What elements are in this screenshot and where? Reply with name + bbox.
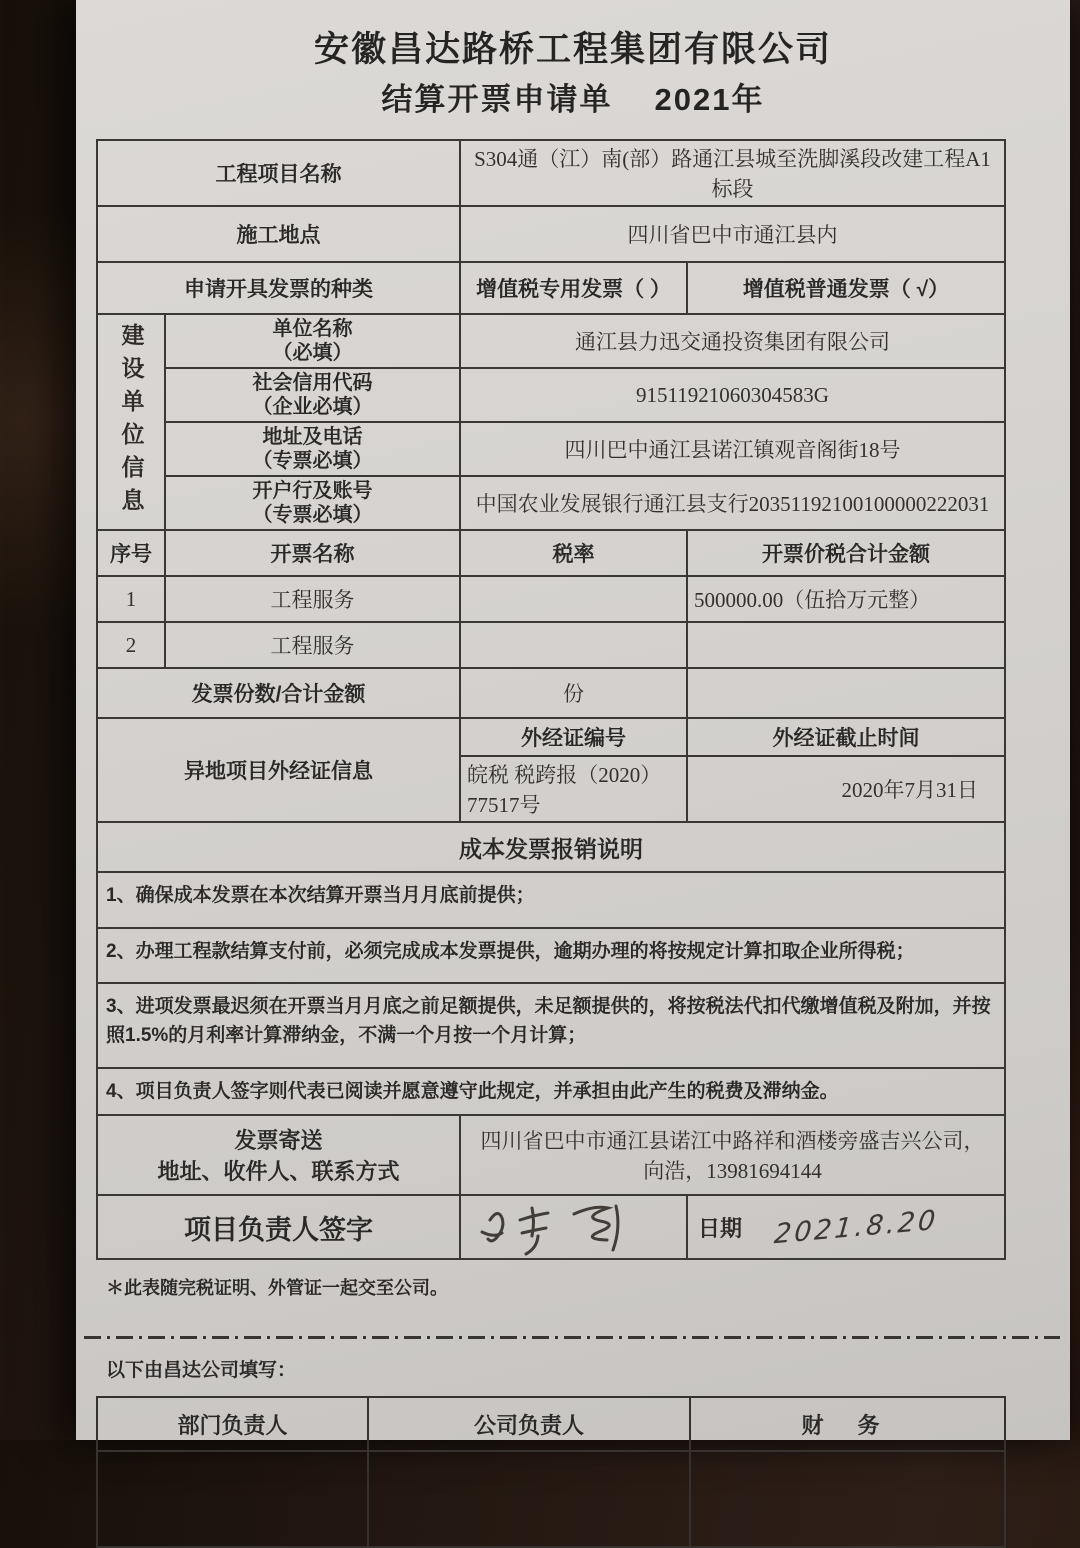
table-row <box>97 1451 1005 1547</box>
form-title-line <box>76 79 1070 121</box>
approval-header-dept: 部门负责人 <box>97 1397 368 1451</box>
dash-separator <box>84 1336 1060 1339</box>
form-header <box>76 0 1070 121</box>
main-form-table <box>96 139 1006 1260</box>
invoice-type-special: 增值税专用发票（ ） <box>460 262 687 314</box>
owner-code-value: 91511921060304583G <box>460 368 1005 422</box>
invoice-type-general: 增值税普通发票（ √） <box>687 262 1005 314</box>
signature-cell <box>460 1195 687 1259</box>
invoice-type-label: 申请开具发票的种类 <box>97 262 460 314</box>
cost-note-2: 2、办理工程款结算支付前，必须完成成本发票提供，逾期办理的将按规定计算扣取企业所得税； <box>97 928 1005 983</box>
date-handwriting: 2021.8.20 <box>773 1204 940 1251</box>
signature-handwriting <box>474 1198 674 1256</box>
cert-end-value: 2020年7月31日 <box>687 756 1005 822</box>
owner-address-label: 地址及电话 （专票必填） <box>165 422 460 476</box>
owner-group-cell <box>97 314 165 530</box>
approval-dept-cell <box>97 1451 368 1547</box>
approval-table <box>96 1396 1006 1548</box>
cost-notes-title: 成本发票报销说明 <box>97 822 1005 872</box>
form-year: 2021年 <box>654 82 765 118</box>
location-label: 施工地点 <box>97 206 460 262</box>
col-header-no: 序号 <box>97 530 165 576</box>
cost-note-1: 1、确保成本发票在本次结算开票当月月底前提供； <box>97 872 1005 927</box>
cert-end-label: 外经证截止时间 <box>687 718 1005 756</box>
owner-code-label: 社会信用代码 （企业必填） <box>165 368 460 422</box>
item-1-rate <box>460 576 687 622</box>
table-row <box>97 622 1005 668</box>
approval-header-company: 公司负责人 <box>368 1397 690 1451</box>
item-2-name: 工程服务 <box>165 622 460 668</box>
owner-name-value: 通江县力迅交通投资集团有限公司 <box>460 314 1005 368</box>
cert-no-label: 外经证编号 <box>460 718 687 756</box>
item-1-name: 工程服务 <box>165 576 460 622</box>
cost-note-4: 4、项目负责人签字则代表已阅读并愿意遵守此规定，并承担由此产生的税费及滞纳金。 <box>97 1068 1005 1115</box>
location-value: 四川省巴中市通江县内 <box>460 206 1005 262</box>
signature-label: 项目负责人签字 <box>97 1195 460 1259</box>
project-name-value: S304通（江）南(部）路通江县城至洗脚溪段改建工程A1标段 <box>460 140 1005 206</box>
item-2-amount <box>687 622 1005 668</box>
form-title: 结算开票申请单 <box>381 82 613 118</box>
item-1-amount: 500000.00（伍拾万元整） <box>687 576 1005 622</box>
approval-header-finance: 财 务 <box>690 1397 1005 1451</box>
external-cert-label: 异地项目外经证信息 <box>97 718 460 822</box>
date-label: 日期 <box>698 1215 743 1241</box>
owner-bank-label: 开户行及账号 （专票必填） <box>165 476 460 530</box>
item-2-rate <box>460 622 687 668</box>
owner-bank-value: 中国农业发展银行通江县支行20351192100100000222031 <box>460 476 1005 530</box>
col-header-rate: 税率 <box>460 530 687 576</box>
count-unit: 份 <box>460 668 687 718</box>
item-2-no: 2 <box>97 622 165 668</box>
company-section-intro: 以下由昌达公司填写： <box>106 1360 297 1382</box>
owner-address-value: 四川巴中通江县诺江镇观音阁街18号 <box>460 422 1005 476</box>
col-header-amount: 开票价税合计金额 <box>687 530 1005 576</box>
cost-note-3: 3、进项发票最迟须在开票当月月底之前足额提供，未足额提供的，将按税法代扣代缴增值税及附加，并按照1.5%的月利率计算滞纳金，不满一个月按一个月计算； <box>97 983 1005 1068</box>
table-row <box>97 576 1005 622</box>
footnote: ＊此表随完税证明、外管证一起交至公司。 <box>106 1278 448 1299</box>
paper-sheet <box>76 0 1070 1440</box>
count-label: 发票份数/合计金额 <box>97 668 460 718</box>
mailing-label: 发票寄送 地址、收件人、联系方式 <box>97 1115 460 1195</box>
approval-finance-cell <box>690 1451 1005 1547</box>
mailing-value: 四川省巴中市通江县诺江中路祥和酒楼旁盛吉兴公司， 向浩，13981694144 <box>460 1115 1005 1195</box>
company-title: 安徽昌达路桥工程集团有限公司 <box>313 30 832 69</box>
item-1-no: 1 <box>97 576 165 622</box>
col-header-name: 开票名称 <box>165 530 460 576</box>
cert-no-value: 皖税 税跨报（2020）77517号 <box>460 756 687 822</box>
approval-company-cell <box>368 1451 690 1547</box>
count-amount <box>687 668 1005 718</box>
project-name-label: 工程项目名称 <box>97 140 460 206</box>
owner-group-label: 建设单位信息 <box>118 323 145 522</box>
owner-name-label: 单位名称 （必填） <box>165 314 460 368</box>
date-cell <box>687 1195 1005 1259</box>
